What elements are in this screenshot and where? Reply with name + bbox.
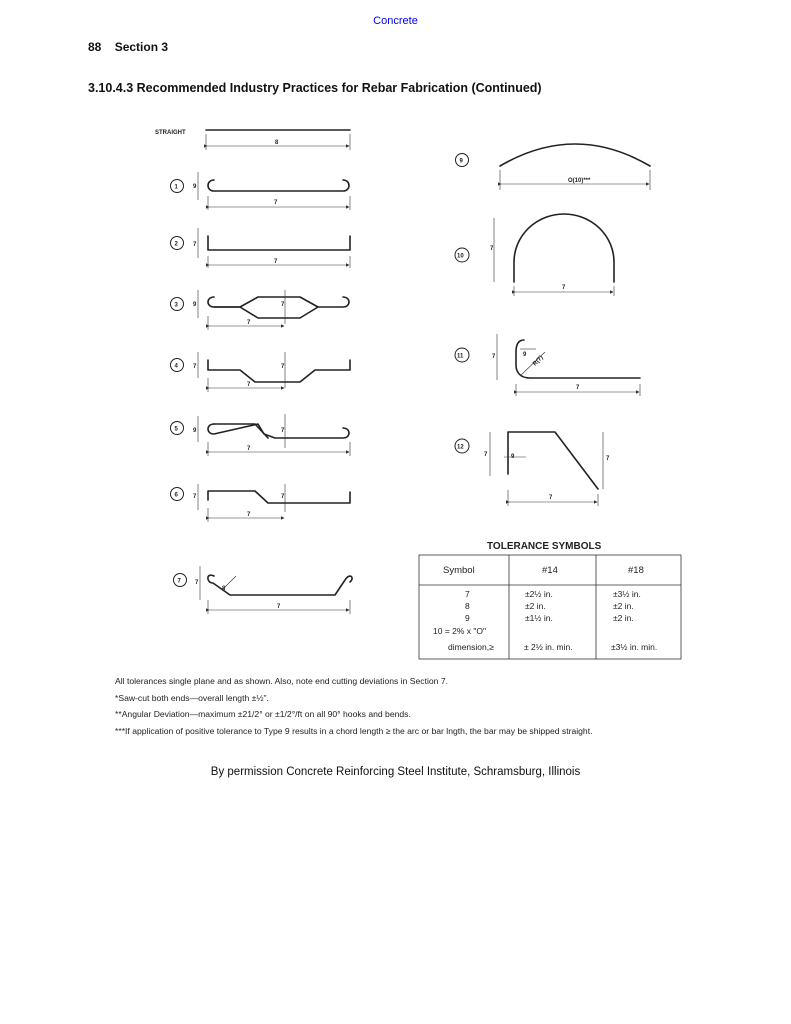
shape-9 [456, 144, 651, 190]
shape-number: 1 [174, 184, 178, 191]
d7-label: 7 [281, 364, 285, 370]
d7-label: 7 [274, 259, 278, 265]
d8-label: 8 [222, 586, 226, 592]
shape-number: 5 [174, 426, 178, 433]
arc-label: O(10)*** [568, 178, 591, 184]
shape-2 [171, 228, 351, 268]
col-symbol: Symbol [443, 565, 475, 576]
straight-len-label: 8 [275, 140, 279, 146]
shape-number: 2 [174, 241, 178, 248]
note-line: **Angular Deviation—maximum ±21/2° or ±1/2°/ft on all 90° hooks and bends. [115, 709, 411, 719]
row-c18: ±3½ in. [613, 589, 641, 599]
row-symbol: 7 [465, 589, 470, 599]
shape-1 [171, 172, 351, 210]
d7-label: 7 [193, 242, 197, 248]
d7-label: 7 [281, 428, 285, 434]
d9-label: 9 [193, 428, 197, 434]
row-c14: ±2½ in. [525, 589, 553, 599]
d7-label: 7 [247, 320, 251, 326]
page-header [88, 40, 168, 54]
col-14: #14 [542, 565, 558, 576]
col-18: #18 [628, 565, 644, 576]
d7-label: 7 [606, 456, 610, 462]
shape-number: 3 [174, 302, 178, 309]
d7-label: 7 [195, 580, 199, 586]
shape-number: 11 [457, 353, 464, 360]
d7-label: 7 [193, 364, 197, 370]
shape-12 [455, 432, 610, 506]
d7-label: 7 [490, 246, 494, 252]
rebar-fabrication-figure [0, 110, 791, 670]
shape-number: 9 [459, 158, 463, 165]
shape-4 [171, 352, 351, 392]
shape-number: 6 [174, 492, 178, 499]
d7-label: 7 [274, 200, 278, 206]
d7-label: 7 [484, 452, 488, 458]
d7-label: 7 [576, 385, 580, 391]
section-label: Section 3 [114, 40, 169, 54]
d7-label: 7 [247, 446, 251, 452]
note-line: ***If application of positive tolerance to Type 9 results in a chord length ≥ the arc or bar lngth, the bar may be shipped straight. [115, 725, 593, 736]
d7-label: 7 [277, 604, 281, 610]
row-c18: ±2 in. [613, 613, 634, 623]
d7-label: 7 [247, 382, 251, 388]
d9-label: 9 [511, 454, 515, 460]
d7-label: 7 [247, 512, 251, 518]
row-c14: ± 2½ in. min. [524, 642, 573, 652]
shape-number: 7 [177, 578, 181, 585]
d9-label: 9 [523, 352, 527, 358]
d9-label: 9 [193, 302, 197, 308]
shape-number: 4 [174, 363, 178, 370]
straight-dim [206, 134, 350, 150]
shape-11 [455, 334, 640, 396]
top-link-concrete[interactable]: Concrete [373, 15, 418, 27]
row-c18: ±3½ in. min. [611, 642, 658, 652]
d7-label: 7 [281, 494, 285, 500]
d7-label: 7 [281, 302, 285, 308]
shape-6 [171, 484, 351, 522]
d7-label: 7 [193, 494, 197, 500]
note-line: *Saw-cut both ends—overall length ±½". [115, 692, 269, 703]
r-label: R(7) [532, 354, 545, 368]
shape-number: 10 [457, 253, 464, 260]
d7-label: 7 [492, 354, 496, 360]
page-number: 88 [88, 40, 102, 54]
page-title: 3.10.4.3 Recommended Industry Practices for Rebar Fabrication (Continued) [88, 81, 542, 95]
tolerance-heading: TOLERANCE SYMBOLS [487, 541, 602, 552]
shape-3 [171, 290, 350, 330]
row-c14: ±2 in. [525, 601, 546, 611]
d7-label: 7 [562, 285, 566, 291]
row-c18: ±2 in. [613, 601, 634, 611]
note-line: All tolerances single plane and as shown. Also, note end cutting deviations in Section 7. [115, 676, 448, 686]
d9-label: 9 [193, 184, 197, 190]
credit-line: By permission Concrete Reinforcing Steel Institute, Schramsburg, Illinois [210, 766, 581, 778]
row-symbol: 8 [465, 601, 470, 611]
row-symbol: 10 = 2% x "O" [433, 626, 487, 636]
row-c14: ±1½ in. [525, 613, 553, 623]
shape-number: 12 [457, 444, 464, 451]
d7-label: 7 [549, 495, 553, 501]
footnotes [115, 673, 593, 739]
shape-7 [174, 566, 353, 614]
row-symbol: 9 [465, 613, 470, 623]
tolerance-table [419, 541, 681, 659]
row-symbol: dimension,≥ [448, 642, 494, 652]
shape-5 [171, 414, 351, 456]
shape-10 [455, 214, 614, 296]
straight-label: STRAIGHT [155, 130, 186, 136]
